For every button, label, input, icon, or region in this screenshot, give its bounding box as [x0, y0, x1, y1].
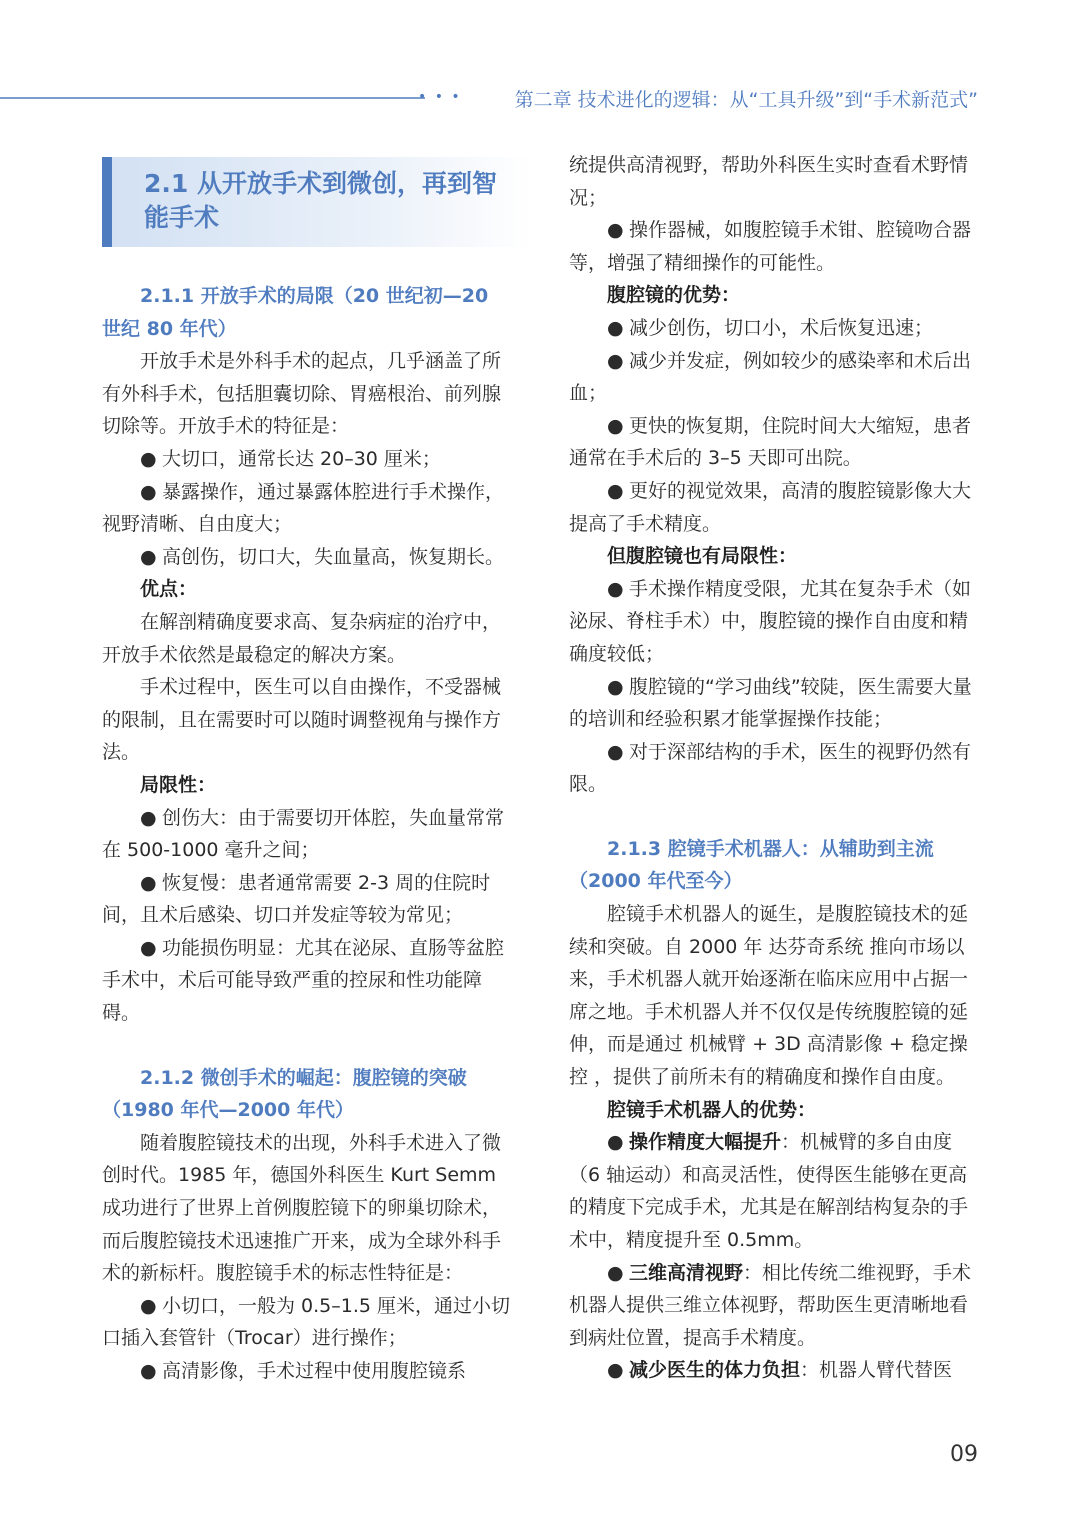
laparoscopy-advantages-label: 腹腔镜的优势： [607, 284, 741, 307]
bullet-icon: ● [607, 316, 624, 339]
section-title: 2.1 从开放手术到微创，再到智能手术 [144, 169, 497, 232]
bullet-icon: ● [607, 219, 624, 242]
bullet-icon: ● [607, 740, 624, 763]
advantages-label: 优点： [140, 578, 198, 601]
bullet-icon: ● [140, 480, 157, 503]
bullet-icon: ● [607, 1261, 624, 1284]
list-item: ● 减少创伤，切口小，术后恢复迅速； [569, 312, 979, 345]
list-item: ● 更快的恢复期，住院时间大大缩短，患者通常在手术后的 3–5 天即可出院。 [569, 410, 979, 475]
list-item: ● 腹腔镜的“学习曲线”较陡，医生需要大量的培训和经验积累才能掌握操作技能； [569, 671, 979, 736]
subsection-heading-2-1-2: 2.1.2 微创手术的崛起：腹腔镜的突破（1980 年代—2000 年代） [102, 1066, 467, 1122]
bullet-icon: ● [140, 1360, 157, 1382]
list-item: ● 暴露操作，通过暴露体腔进行手术操作，视野清晰、自由度大； [102, 476, 512, 541]
robot-advantages-label: 腔镜手术机器人的优势： [607, 1098, 817, 1121]
list-item: ● 高清影像，手术过程中使用腹腔镜系 [102, 1355, 512, 1388]
left-column [102, 280, 512, 1388]
list-item: ● 减少医生的体力负担：机器人臂代替医 [569, 1354, 979, 1387]
bullet-icon: ● [140, 936, 157, 959]
bullet-icon: ● [607, 577, 624, 600]
list-item: ● 操作器械，如腹腔镜手术钳、腔镜吻合器等，增强了精细操作的可能性。 [569, 214, 979, 279]
section-title-box [102, 157, 532, 247]
header-rule [0, 97, 425, 99]
list-item: ● 创伤大：由于需要切开体腔，失血量常常在 500-1000 毫升之间； [102, 802, 512, 867]
bullet-icon: ● [607, 675, 624, 698]
page-number: 09 [950, 1442, 978, 1467]
list-item: ● 减少并发症，例如较少的感染率和术后出血； [569, 345, 979, 410]
bullet-icon: ● [140, 545, 157, 568]
right-column [569, 149, 979, 1387]
paragraph: 手术过程中，医生可以自由操作，不受器械的限制，且在需要时可以随时调整视角与操作方法。 [102, 676, 502, 764]
list-item: ● 操作精度大幅提升：机械臂的多自由度（6 轴运动）和高灵活性，使得医生能够在更高的精度下完成手术，尤其是在解剖结构复杂的手术中，精度提升至 0.5mm。 [569, 1126, 979, 1256]
paragraph: 开放手术是外科手术的起点，几乎涵盖了所有外科手术，包括胆囊切除、胃癌根治、前列腺切除等。开放手术的特征是： [102, 350, 502, 438]
bullet-icon: ● [607, 349, 624, 372]
subsection-heading-2-1-1: 2.1.1 开放手术的局限（20 世纪初—20 世纪 80 年代） [102, 285, 489, 340]
list-item: ● 三维高清视野：相比传统二维视野，手术机器人提供三维立体视野，帮助医生更清晰地看到病灶位置，提高手术精度。 [569, 1257, 979, 1355]
bullet-icon: ● [140, 1294, 157, 1317]
header-dots: • • • [418, 89, 462, 105]
limitations-label: 局限性： [140, 773, 217, 796]
paragraph: 腔镜手术机器人的诞生，是腹腔镜技术的延续和突破。自 2000 年 达芬奇系统 推向市场以来，手术机器人就开始逐渐在临床应用中占据一席之地。手术机器人并不仅仅是传统腹腔镜的延伸，而是通过 机械臂 + 3D 高清影像 + 稳定操控 ，提供了前所未有的精确度和操作自由度。 [569, 903, 969, 1089]
list-item: ● 恢复慢：患者通常需要 2-3 周的住院时间，且术后感染、切口并发症等较为常见； [102, 867, 512, 932]
list-item: ● 高创伤，切口大，失血量高，恢复期长。 [102, 541, 512, 574]
list-item: ● 功能损伤明显：尤其在泌尿、直肠等盆腔手术中，术后可能导致严重的控尿和性功能障碍。 [102, 932, 512, 1030]
subsection-heading-2-1-3: 2.1.3 腔镜手术机器人：从辅助到主流（2000 年代至今） [569, 837, 934, 893]
list-item: ● 对于深部结构的手术，医生的视野仍然有限。 [569, 736, 979, 801]
laparoscopy-limitations-label: 但腹腔镜也有局限性： [607, 545, 798, 568]
chapter-header-title: 第二章 技术进化的逻辑：从“工具升级”到“手术新范式” [514, 89, 978, 111]
bullet-icon: ● [607, 1131, 624, 1154]
list-item: ● 手术操作精度受限，尤其在复杂手术（如泌尿、脊柱手术）中，腹腔镜的操作自由度和精确度较低； [569, 573, 979, 671]
bullet-icon: ● [140, 806, 157, 829]
bullet-icon: ● [140, 871, 157, 894]
bullet-icon: ● [607, 414, 624, 437]
bullet-icon: ● [140, 447, 157, 470]
list-item: ● 更好的视觉效果，高清的腹腔镜影像大大提高了手术精度。 [569, 475, 979, 540]
list-item: ● 小切口，一般为 0.5–1.5 厘米，通过小切口插入套管针（Trocar）进行操作； [102, 1290, 512, 1355]
bullet-icon: ● [607, 1359, 624, 1382]
bullet-icon: ● [607, 479, 624, 502]
paragraph: 在解剖精确度要求高、复杂病症的治疗中，开放手术依然是最稳定的解决方案。 [102, 610, 502, 666]
paragraph: 随着腹腔镜技术的出现，外科手术进入了微创时代。1985 年，德国外科医生 Kurt Semm 成功进行了世界上首例腹腔镜下的卵巢切除术，而后腹腔镜技术迅速推广开来，成为全球外科手术的新标杆。腹腔镜手术的标志性特征是： [102, 1131, 502, 1285]
paragraph-continued: 统提供高清视野，帮助外科医生实时查看术野情况； [569, 154, 969, 209]
list-item: ● 大切口，通常长达 20–30 厘米； [102, 443, 512, 476]
